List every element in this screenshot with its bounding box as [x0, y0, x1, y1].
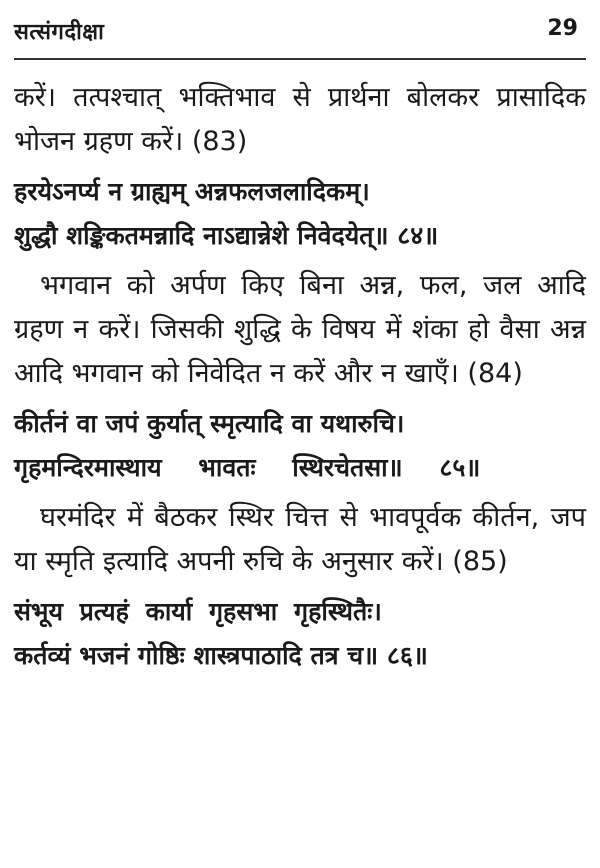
verse-86-line-2: कर्तव्यं भजनं गोष्ठिः शास्त्रपाठादि तत्र च॥ ८६॥ — [14, 641, 428, 670]
page-content — [14, 76, 586, 684]
verse-84-line-2: शुद्धौ शङ्किकतमन्नादि नाऽद्यान्नेशे निवेदयेत्॥ ८४॥ — [14, 221, 439, 250]
verse-86 — [14, 590, 586, 678]
verse-85-line-2: गृहमन्दिरमास्थाय भावतः स्थिरचेतसा॥ ८५॥ — [14, 453, 481, 482]
header-rule — [14, 58, 586, 60]
paragraph-85: घरमंदिर में बैठकर स्थिर चित्त से भावपूर्वक कीर्तन, जप या स्मृति इत्यादि अपनी रुचि के अनुसार करें। (85) — [14, 502, 586, 577]
verse-84 — [14, 170, 586, 258]
paragraph-83: करें। तत्पश्चात् भक्तिभाव से प्रार्थना बोलकर प्रासादिक भोजन ग्रहण करें। (83) — [14, 82, 586, 157]
verse-85-line-1: कीर्तनं वा जपं कुर्यात् स्मृत्यादि वा यथारुचि। — [14, 409, 405, 438]
page-header — [14, 10, 584, 54]
paragraph-84: भगवान को अर्पण किए बिना अन्न, फल, जल आदि ग्रहण न करें। जिसकी शुद्धि के विषय में शंका हो वैसा अन्न आदि भगवान को निवेदित न करें और न खाएँ। (84) — [14, 270, 586, 389]
verse-85 — [14, 402, 586, 490]
page-number: 29 — [547, 16, 578, 41]
verse-84-line-1: हरयेऽनर्प्य न ग्राह्यम् अन्नफलजलादिकम्। — [14, 177, 370, 206]
verse-86-line-1: संभूय प्रत्यहं कार्या गृहसभा गृहस्थितैः। — [14, 597, 382, 626]
running-title: सत्संगदीक्षा — [14, 20, 105, 45]
